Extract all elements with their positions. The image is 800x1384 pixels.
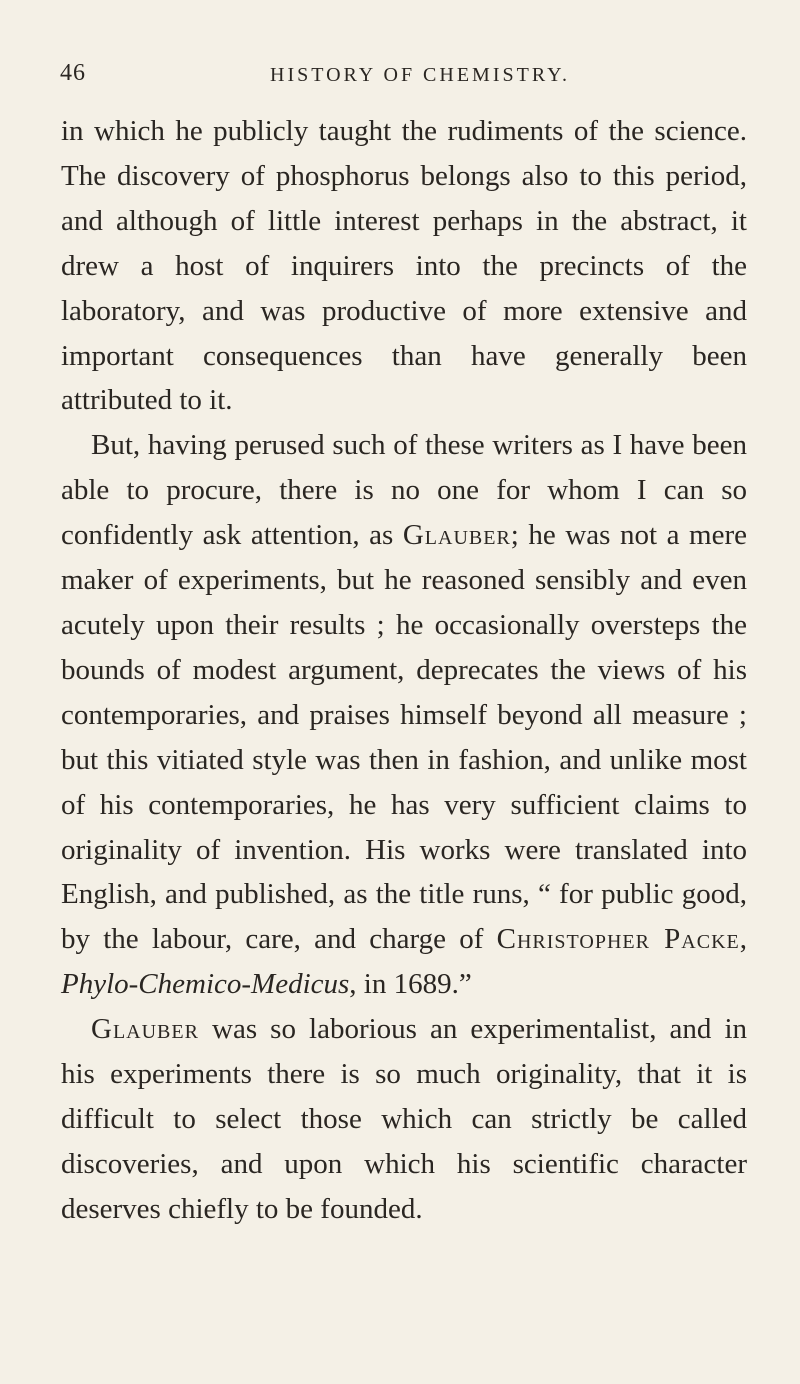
paragraph-1: in which he publicly taught the rudiments of the science. The discovery of phosphorus belongs also to this period, and although of little interest perhaps in the abstract, it drew a host of inquirers into the precincts of the laboratory, and was productive of more extensive and important consequences than have generally been attributed to it. bbox=[61, 115, 747, 417]
name-glauber-2: Glauber bbox=[91, 1013, 199, 1046]
page-number: 46 bbox=[60, 60, 86, 86]
name-glauber: Glauber bbox=[402, 519, 511, 552]
running-title: HISTORY OF CHEMISTRY. bbox=[270, 64, 570, 86]
paragraph-3 bbox=[61, 1007, 747, 1232]
translator-title: Phylo-Chemico-Medicus bbox=[61, 968, 350, 1001]
paragraph-3-text: was so laborious an experimentalist, and in his experiments there is so much originality, that it is difficult to select those which can strictly be called discoveries, and upon which his scientific character deserves chiefly to be founded. bbox=[61, 1013, 748, 1225]
paragraph-2-text-c: , bbox=[739, 923, 748, 956]
paragraph-2-text-b: ; he was not a mere maker of experiments, but he reasoned sensibly and even acutely upon their results ; he occasionally oversteps the bounds of modest argument, deprecates the views of his contemporaries, and praises himself beyond all measure ; but this vitiated style was then in fashion, and unlike most of his contemporaries, he has very sufficient claims to originality of invention. His works were translated into English, and published, as the title runs, “ for public good, by the labour, care, and charge of bbox=[61, 519, 747, 956]
paragraph-2-text-a: But, having perused such of these writers as I have been able to procure, there is no one for whom I can so confidently ask attention, as bbox=[61, 429, 747, 552]
running-head bbox=[60, 60, 750, 96]
paragraph-2-text-d: , in 1689.” bbox=[349, 968, 472, 1001]
name-christopher-packe: Christopher Packe bbox=[496, 923, 740, 956]
body-text bbox=[61, 109, 747, 1232]
paragraph-2 bbox=[61, 423, 747, 1007]
